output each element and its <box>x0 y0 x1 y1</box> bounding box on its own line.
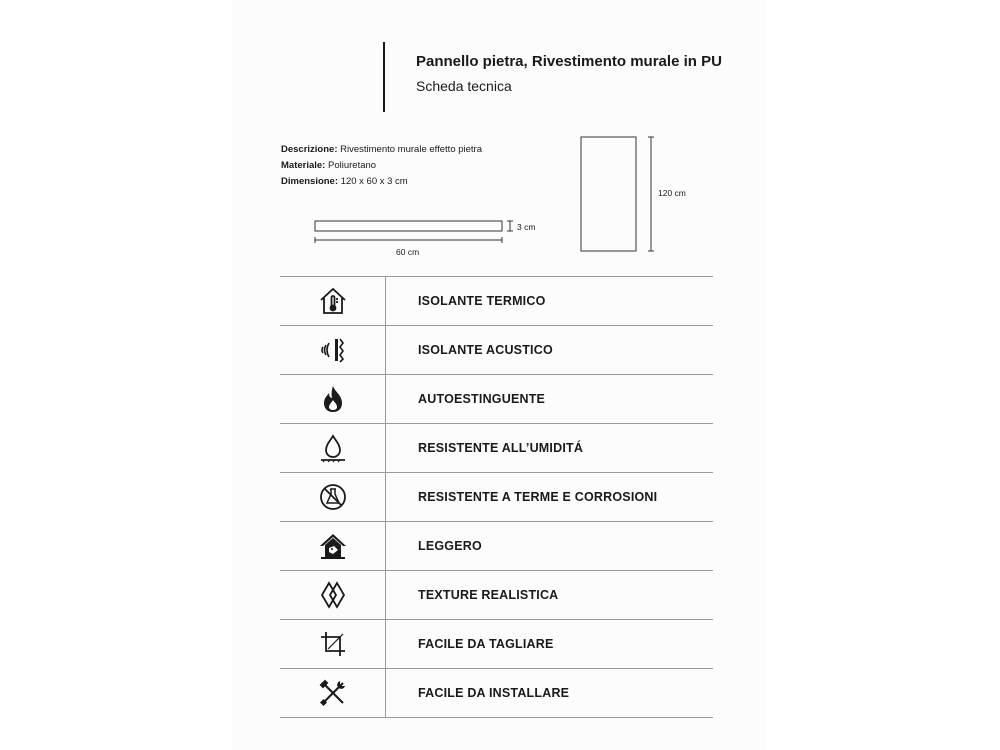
spec-key: Dimensione: <box>281 176 339 187</box>
feature-row <box>280 423 713 472</box>
product-subtitle: Scheda tecnica <box>416 78 512 94</box>
spec-key: Descrizione: <box>281 144 338 155</box>
feature-label: RESISTENTE ALL’UMIDITÁ <box>418 441 584 455</box>
feature-label: ISOLANTE TERMICO <box>418 294 546 308</box>
lightweight-house-icon <box>318 531 348 561</box>
feature-label: FACILE DA INSTALLARE <box>418 686 570 700</box>
feature-label: TEXTURE REALISTICA <box>418 588 559 602</box>
feature-row <box>280 619 713 668</box>
product-title: Pannello pietra, Rivestimento murale in PU <box>416 53 722 70</box>
front-panel-diagram <box>578 135 658 255</box>
no-corrosion-icon <box>318 482 348 512</box>
feature-label: FACILE DA TAGLIARE <box>418 637 554 651</box>
feature-row <box>280 570 713 619</box>
crop-icon <box>318 629 348 659</box>
feature-row <box>280 668 713 718</box>
flame-icon <box>318 384 348 414</box>
panel-front-rect <box>581 137 636 251</box>
width-label: 60 cm <box>396 247 420 257</box>
water-drop-icon <box>318 433 348 463</box>
feature-row <box>280 521 713 570</box>
acoustic-insulation-icon <box>318 335 348 365</box>
spec-key: Materiale: <box>281 160 326 171</box>
spec-value: 120 x 60 x 3 cm <box>338 176 408 187</box>
feature-label: LEGGERO <box>418 539 482 553</box>
features-table <box>280 276 713 718</box>
feature-row <box>280 325 713 374</box>
thickness-label: 3 cm <box>517 222 536 232</box>
feature-row <box>280 374 713 423</box>
spec-value: Rivestimento murale effetto pietra <box>337 144 483 155</box>
feature-label: ISOLANTE ACUSTICO <box>418 343 553 357</box>
spec-description <box>281 144 482 155</box>
spec-dimension <box>281 176 408 187</box>
texture-diamond-icon <box>318 580 348 610</box>
feature-row <box>280 276 713 325</box>
height-label: 120 cm <box>658 188 686 198</box>
thermal-insulation-icon <box>318 286 348 316</box>
feature-row <box>280 472 713 521</box>
tools-icon <box>318 678 348 708</box>
panel-profile-rect <box>315 221 502 231</box>
feature-label: RESISTENTE A TERME E CORROSIONI <box>418 490 658 504</box>
feature-label: AUTOESTINGUENTE <box>418 392 546 406</box>
spec-material <box>281 160 376 171</box>
side-profile-diagram <box>310 215 520 245</box>
title-accent-bar <box>383 42 385 112</box>
spec-value: Poliuretano <box>325 160 377 171</box>
